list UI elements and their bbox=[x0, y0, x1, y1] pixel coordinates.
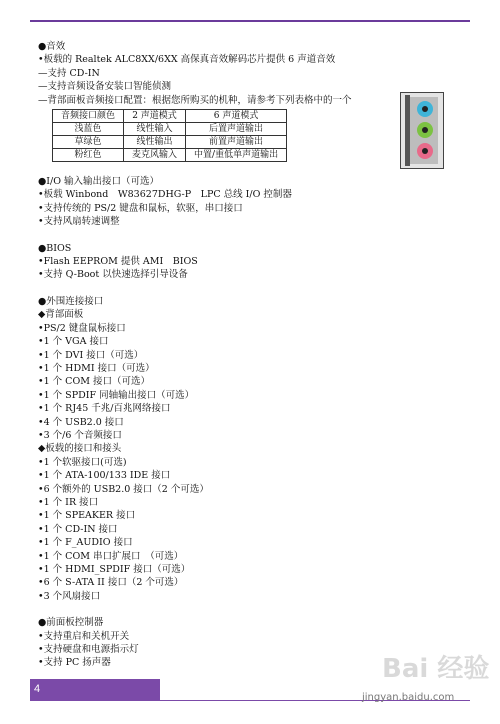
front-line: •支持硬盘和电源指示灯 bbox=[38, 644, 139, 656]
list-item: •6 个额外的 USB2.0 接口（2 个可选） bbox=[38, 483, 209, 495]
section-header: ●音效 bbox=[38, 41, 66, 52]
audio-line: —支持音频设备安装口智能侦测 bbox=[38, 81, 172, 93]
list-item: •1 个 VGA 接口 bbox=[38, 336, 109, 348]
table-cell: 粉红色 bbox=[53, 149, 124, 162]
audio-jack-table bbox=[52, 109, 287, 162]
io-line: •支持风扇转速调整 bbox=[38, 216, 120, 228]
list-item: •1 个 SPDIF 同轴输出接口（可选） bbox=[38, 389, 195, 401]
section-header: ●外围连接接口 bbox=[38, 295, 104, 307]
audio-line: —背部面板音频接口配置：根据您所购买的机种，请参考下列表格中的一个 bbox=[38, 94, 352, 106]
front-line: •支持 PC 扬声器 bbox=[38, 657, 111, 669]
baidu-watermark-logo: Bai 经验 bbox=[382, 654, 490, 684]
bios-section bbox=[38, 242, 458, 282]
table-header-cell: 2 声道模式 bbox=[124, 110, 186, 123]
list-item: •4 个 USB2.0 接口 bbox=[38, 416, 124, 428]
external-section bbox=[38, 295, 458, 603]
io-line: •板载 Winbond W83627DHG-P LPC 总线 I/O 控制器 bbox=[38, 189, 292, 201]
audio-line: —支持 CD-IN bbox=[38, 67, 100, 79]
table-cell: 线性输入 bbox=[124, 123, 186, 136]
list-item: •1 个 DVI 接口（可选） bbox=[38, 349, 144, 361]
watermark-url: jingyan.baidu.com bbox=[362, 692, 455, 703]
page-number: 4 bbox=[34, 683, 41, 695]
table-cell: 麦克风输入 bbox=[124, 149, 186, 162]
front-line: •支持重启和关机开关 bbox=[38, 630, 130, 642]
table-cell: 中置/重低单声道输出 bbox=[186, 149, 287, 162]
list-item: •1 个 HDMI 接口（可选） bbox=[38, 362, 155, 374]
table-header-cell: 音频接口颜色 bbox=[53, 110, 124, 123]
list-item: •6 个 S-ATA II 接口（2 个可选） bbox=[38, 577, 184, 589]
io-line: •支持传统的 PS/2 键盘和鼠标，软驱，串口接口 bbox=[38, 202, 243, 214]
audio-jack-photo bbox=[400, 92, 444, 169]
page-content bbox=[38, 40, 458, 670]
list-item: •1 个软驱接口(可选) bbox=[38, 456, 127, 468]
bios-line: •Flash EEPROM 提供 AMI BIOS bbox=[38, 256, 198, 268]
table-header-row bbox=[53, 110, 287, 123]
list-item: •3 个风扇接口 bbox=[38, 590, 101, 602]
table-cell: 浅蓝色 bbox=[53, 123, 124, 136]
table-row bbox=[53, 136, 287, 149]
list-item: •1 个 COM 串口扩展口 （可选） bbox=[38, 550, 184, 562]
table-row bbox=[53, 123, 287, 136]
list-item: •1 个 HDMI_SPDIF 接口（可选） bbox=[38, 564, 191, 575]
section-header: ●I/O 输入输出接口（可选） bbox=[38, 176, 160, 188]
table-cell: 线性输出 bbox=[124, 136, 186, 149]
list-item: •1 个 COM 接口（可选） bbox=[38, 376, 150, 388]
bios-line: •支持 Q-Boot 以快速选择引导设备 bbox=[38, 269, 188, 281]
table-cell: 草绿色 bbox=[53, 136, 124, 149]
table-row bbox=[53, 149, 287, 162]
table-cell: 前置声道输出 bbox=[186, 136, 287, 149]
list-item: •1 个 ATA-100/133 IDE 接口 bbox=[38, 470, 171, 482]
io-section bbox=[38, 175, 458, 229]
section-header: ●BIOS bbox=[38, 242, 72, 254]
table-header-cell: 6 声道模式 bbox=[186, 110, 287, 123]
list-item: •1 个 RJ45 千兆/百兆网络接口 bbox=[38, 403, 171, 415]
table-cell: 后置声道输出 bbox=[186, 123, 287, 136]
list-item: •1 个 CD-IN 接口 bbox=[38, 523, 118, 535]
jack-row bbox=[417, 101, 433, 159]
audio-line: •板载的 Realtek ALC8XX/6XX 高保真音效解码芯片提供 6 声道音效 bbox=[38, 54, 336, 66]
section-header: ●前面板控制器 bbox=[38, 617, 104, 629]
footer-page-bar bbox=[30, 679, 160, 701]
list-item: •1 个 F_AUDIO 接口 bbox=[38, 537, 133, 549]
subsection-header: ◆板载的接口和接头 bbox=[38, 443, 122, 455]
list-item: •1 个 SPEAKER 接口 bbox=[38, 510, 136, 522]
list-item: •3 个/6 个音频接口 bbox=[38, 429, 122, 441]
list-item: •PS/2 键盘鼠标接口 bbox=[38, 322, 126, 334]
list-item: •1 个 IR 接口 bbox=[38, 496, 99, 508]
header-rule bbox=[30, 20, 470, 22]
subsection-header: ◆背部面板 bbox=[38, 309, 84, 321]
audio-section bbox=[38, 40, 458, 162]
